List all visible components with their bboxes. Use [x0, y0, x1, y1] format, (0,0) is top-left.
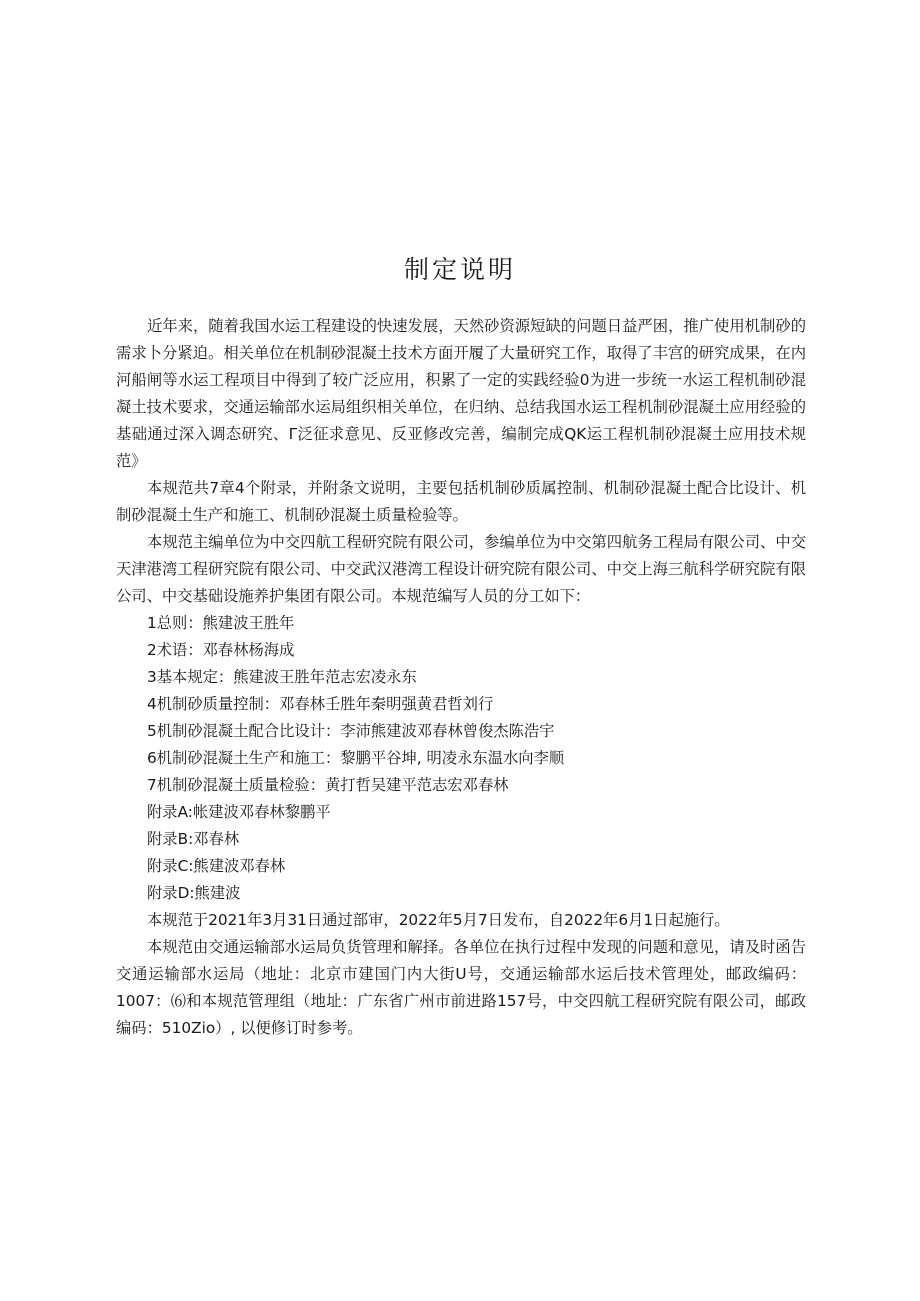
assignment-item: 3基本规定：熊建波王胜年范志宏凌永东	[147, 668, 417, 686]
assignment-item: 6机制砂混凝土生产和施工：黎鹏平谷坤, 明凌永东温水向李顺	[147, 749, 565, 767]
assignment-list	[116, 610, 806, 907]
assignment-item: 1总则：熊建波王胜年	[147, 614, 295, 632]
assignment-item: 附录A:帐建波邓春林黎鹏平	[147, 803, 331, 821]
assignment-item: 附录C:熊建波邓春林	[147, 857, 286, 875]
assignment-item: 4机制砂质量控制：邓春林壬胜年秦明强黄君哲刘行	[147, 695, 494, 713]
assignment-item: 附录D:熊建波	[147, 884, 241, 902]
assignment-item: 7机制砂混凝土质量检验：黄打哲吴建平范志宏邓春林	[147, 776, 509, 794]
effective-date-paragraph: 本规范于2021年3月31日通过部审，2022年5月7日发布，自2022年6月1日起施行。	[147, 911, 730, 929]
organizations-paragraph: 本规范主编单位为中交四航工程研究院有限公司，参编单位为中交第四航务工程局有限公司、中交天津港湾工程研究院有限公司、中交武汉港湾工程设计研究院有限公司、中交上海三航科学研究院有限公司、中交基础设施养护集团有限公司。本规范编写人员的分工如下：	[116, 533, 806, 605]
intro-paragraph: 近年来，随着我国水运工程建设的快速发展，天然砂资源短缺的问题日益严困，推广使用机制砂的需求卜分紧迫。相关单位在机制砂混凝土技术方面开履了大量研究工作，取得了丰宫的研究成果，在内河船闸等水运工程项目中得到了较广泛应用，积累了一定的实践经验0为进一步统一水运工程机制砂混凝土技术要求，交通运输部水运局组织相关单位，在归纳、总结我国水运工程机制砂混凝土应用经验的基础通过深入调态研究、Γ泛征求意见、反亚修改完善，编制完成QK运工程机制砂混凝土应用技术规范》	[116, 317, 806, 470]
page-title: 制定说明	[403, 255, 516, 284]
assignment-item: 2术语：邓春林杨海成	[147, 641, 295, 659]
assignment-item: 5机制砂混凝土配合比设计：李沛熊建波邓春林曾俊杰陈浩宇	[147, 722, 555, 740]
assignment-item: 附录B:邓春林	[147, 830, 240, 848]
document-body	[116, 313, 806, 1042]
contact-paragraph: 本规范由交通运输部水运局负货管理和解择。各单位在执行过程中发现的问题和意见，请及时函告交通运输部水运局（地址：北京市建国门内大街U号，交通运输部水运后技术管理处，邮政编码：1007：⑹和本规范管理组（地址：广东省广州市前进路157号，中交四航工程研究院有限公司，邮政编码：510Zio）, 以便修订时参考。	[116, 938, 806, 1037]
scope-paragraph: 本规范共7章4个附录，并附条文说明，主要包括机制砂质属控制、机制砂混凝土配合比设计、机制砂混凝土生产和施工、机制砂混凝土质量检验等。	[116, 479, 806, 524]
